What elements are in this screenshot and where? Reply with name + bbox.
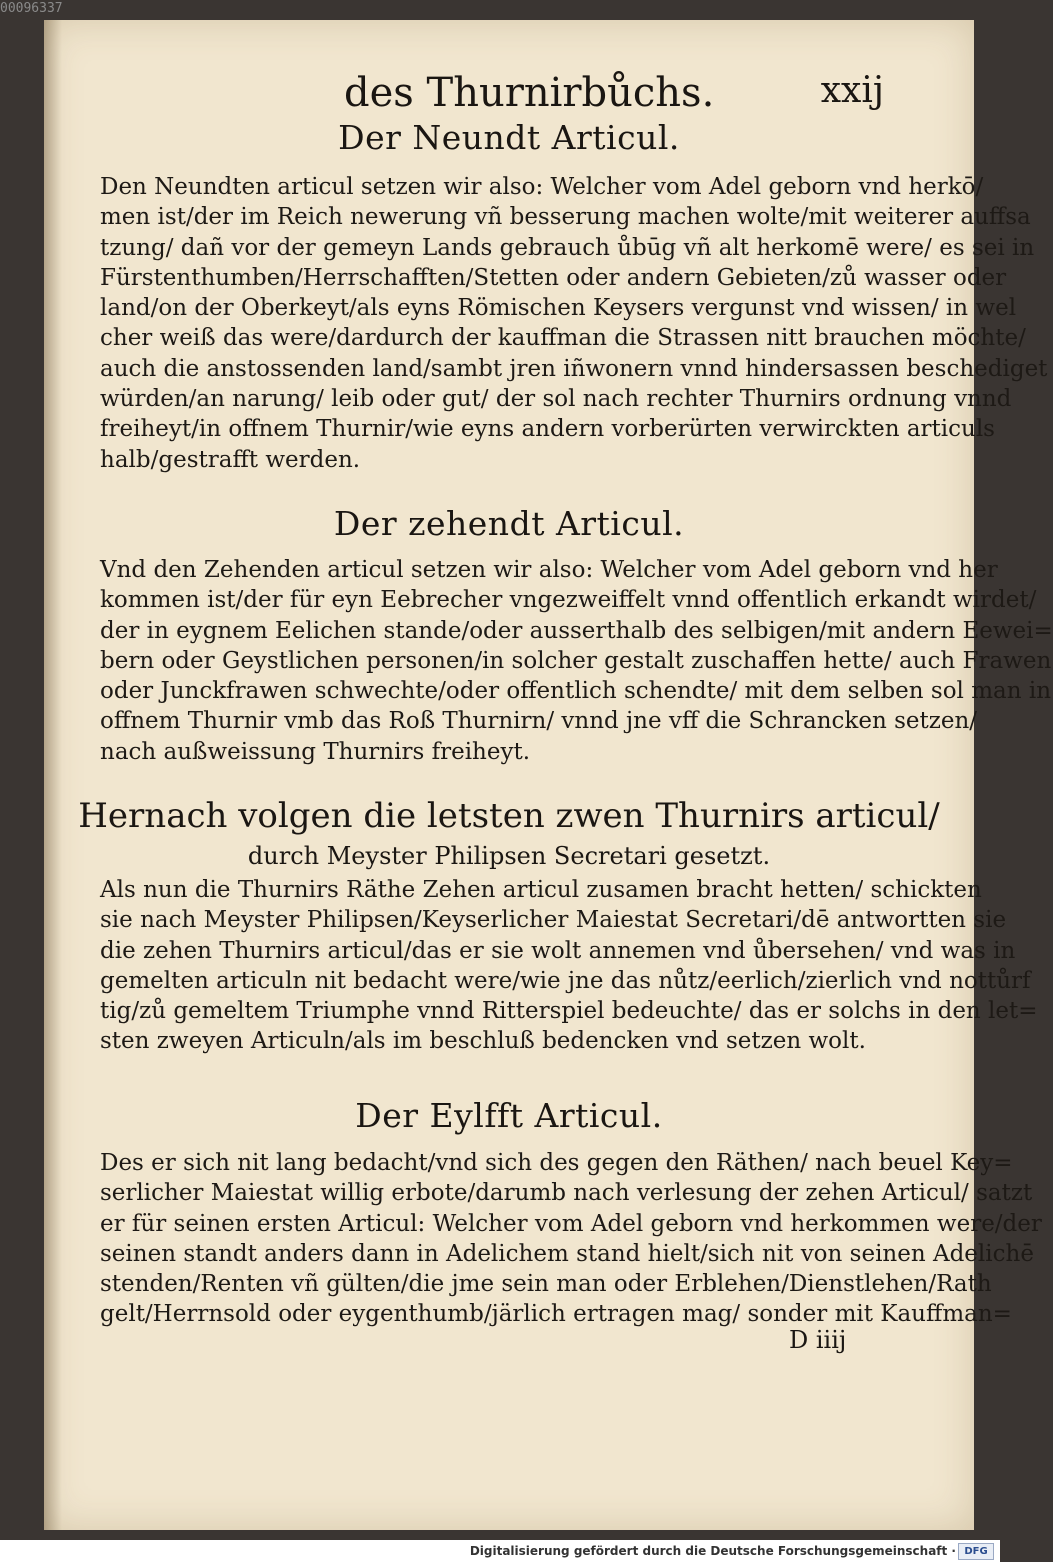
text-line: oder Junckfrawen schwechte/oder offentlich schendte/ mit dem selben sol man in <box>100 678 1052 705</box>
text-line: gelt/Herrnsold oder eygenthumb/järlich ertragen mag/ sonder mit Kauffman= <box>100 1301 1012 1328</box>
running-title: des Thurnirbůchs. <box>344 70 715 116</box>
subheading-hernach: durch Meyster Philipsen Secretari gesetzt. <box>247 842 771 870</box>
text-line: tig/zů gemeltem Triumphe vnnd Ritterspiel bedeuchte/ das er solchs in den let= <box>100 998 1038 1025</box>
heading-hernach: Hernach volgen die letsten zwen Thurnirs articul/ <box>78 796 940 836</box>
paragraph-hernach <box>100 875 1038 1057</box>
text-line: auch die anstossenden land/sambt jren iñwonern vnnd hindersassen beschediget <box>100 355 1048 382</box>
book-page <box>44 20 1053 1530</box>
text-line: er für seinen ersten Articul: Welcher vom Adel geborn vnd herkommen were/der <box>100 1210 1042 1237</box>
folio-number: xxij <box>820 70 884 111</box>
heading-neundt-articul: Der Neundt Articul. <box>338 118 680 157</box>
text-line: offnem Thurnir vmb das Roß Thurnirn/ vnnd jne vff die Schrancken setzen/ <box>100 708 978 735</box>
image-id-label: 00096337 <box>0 1 63 16</box>
funding-credit: Digitalisierung gefördert durch die Deutsche Forschungsgemeinschaft · <box>469 1544 956 1558</box>
paragraph-eylfft-articul <box>100 1148 1042 1330</box>
text-line: kommen ist/der für eyn Eebrecher vngezweiffelt vnnd offentlich erkandt wirdet/ <box>100 587 1037 614</box>
text-line: stenden/Renten vñ gülten/die jme sein man oder Erblehen/Dienstlehen/Rath <box>100 1271 992 1298</box>
text-line: sten zweyen Articuln/als im beschluß bedencken vnd setzen wolt. <box>100 1028 866 1055</box>
text-line: serlicher Maiestat willig erbote/darumb nach verlesung der zehen Articul/ satzt <box>100 1180 1033 1207</box>
text-line: Des er sich nit lang bedacht/vnd sich des gegen den Räthen/ nach beuel Key= <box>100 1150 1013 1176</box>
text-line: Als nun die Thurnirs Räthe Zehen articul zusamen bracht hetten/ schickten <box>100 877 982 903</box>
digitization-footer <box>0 1540 1000 1562</box>
heading-eylfft-articul: Der Eylfft Articul. <box>355 1096 663 1135</box>
text-line: men ist/der im Reich newerung vñ besserung machen wolte/mit weiterer auffsa <box>100 204 1031 231</box>
text-line: seinen standt anders dann in Adelichem stand hielt/sich nit von seinen Adelichē <box>100 1240 1034 1267</box>
text-line: freiheyt/in offnem Thurnir/wie eyns andern vorberürten verwirckten articuls <box>100 416 995 443</box>
text-line: der in eygnem Eelichen stande/oder ausserthalb des selbigen/mit andern Eewei= <box>100 617 1053 644</box>
text-line: Fürstenthumben/Herrschafften/Stetten oder andern Gebieten/zů wasser oder <box>100 264 1007 291</box>
dfg-logo: DFG <box>958 1543 994 1560</box>
heading-zehendt-articul: Der zehendt Articul. <box>333 504 685 543</box>
text-line: cher weiß das were/dardurch der kauffman die Strassen nitt brauchen möchte/ <box>100 325 1026 352</box>
text-line: sie nach Meyster Philipsen/Keyserlicher Maiestat Secretari/dē antwortten sie <box>100 907 1007 934</box>
text-line: land/on der Oberkeyt/als eyns Römischen Keysers vergunst vnd wissen/ in wel <box>100 295 1017 322</box>
text-line: tzung/ dañ vor der gemeyn Lands gebrauch ůbūg vñ alt herkomē were/ es sei in <box>100 234 1035 261</box>
text-line: gemelten articuln nit bedacht were/wie jne das nůtz/eerlich/zierlich vnd nottůrf <box>100 967 1031 994</box>
text-line: die zehen Thurnirs articul/das er sie wolt annemen vnd ůbersehen/ vnd was in <box>100 937 1016 964</box>
paragraph-zehendt-articul <box>100 555 1053 767</box>
paragraph-neundt-articul <box>100 172 1048 475</box>
text-line: Den Neundten articul setzen wir also: Welcher vom Adel geborn vnd herkō/ <box>100 174 984 200</box>
text-line: halb/gestrafft werden. <box>100 446 361 473</box>
text-line: Vnd den Zehenden articul setzen wir also: Welcher vom Adel geborn vnd her <box>100 557 998 583</box>
text-line: nach außweissung Thurnirs freiheyt. <box>100 738 531 765</box>
text-line: würden/an narung/ leib oder gut/ der sol nach rechter Thurnirs ordnung vnnd <box>100 386 1012 413</box>
text-line: bern oder Geystlichen personen/in solcher gestalt zuschaffen hette/ auch Frawen <box>100 647 1052 674</box>
page-header <box>344 70 884 120</box>
signature-mark: D iiij <box>789 1326 847 1354</box>
